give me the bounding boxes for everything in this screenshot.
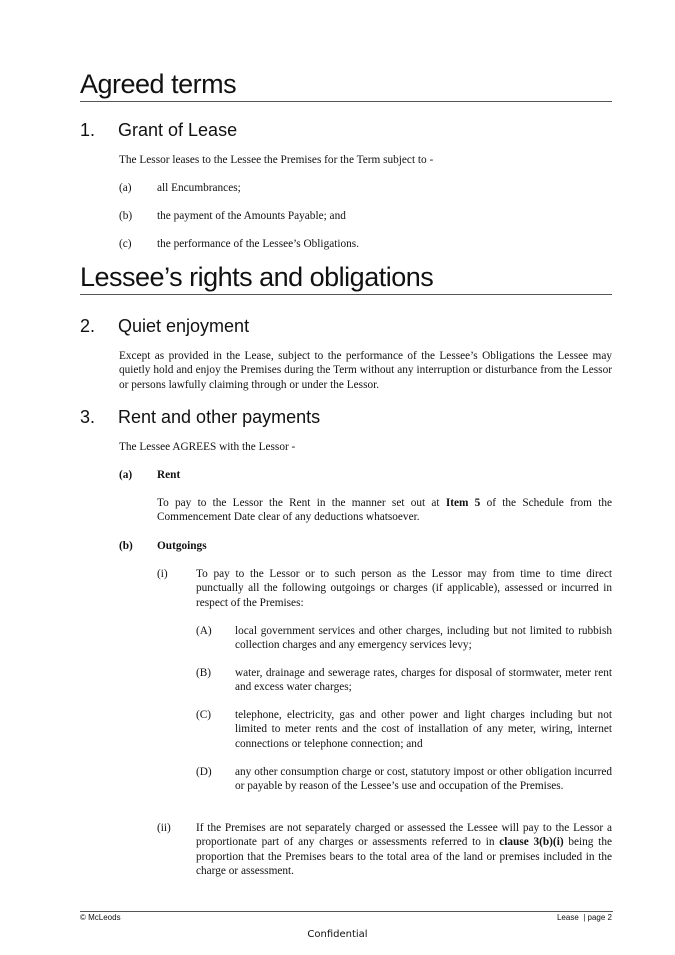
- clause-1b-label: (b): [119, 210, 133, 222]
- clause-3bii-text-before: If the Premises are not separately charged or assessed the Lessee will pay to the Lessor a proportionate part of any charges or assessments referred to in: [196, 822, 612, 849]
- clause-1-title: Grant of Lease: [118, 120, 238, 140]
- clause-2-title: Quiet enjoyment: [118, 316, 250, 336]
- clause-3b-label: (b): [119, 540, 133, 552]
- clause-3bi-text: To pay to the Lessor or to such person as the Lessor may from time to time direct punctually all the following outgoings or charges (if applicable), assessed or incurred in respect of the Premises:: [196, 568, 612, 609]
- clause-3a-label: (a): [119, 469, 133, 481]
- clause-1a-label: (a): [119, 182, 132, 194]
- section-heading-lessee-rights: Lessee’s rights and obligations: [80, 261, 612, 295]
- clause-3bii-text-bold: clause 3(b)(i): [499, 836, 564, 849]
- clause-3bi-C-text: telephone, electricity, gas and other power and light charges including but not limited to meter rents and the cost of installation of any meter, wiring, internet connections or telephone connection; and: [235, 709, 612, 750]
- clause-3bi-B-label: (B): [196, 667, 212, 679]
- clause-3b-heading: Outgoings: [157, 540, 207, 552]
- clause-3-intro: The Lessee AGREES with the Lessor -: [119, 441, 296, 453]
- clause-1-number: 1.: [80, 120, 96, 140]
- clause-1a-text: all Encumbrances;: [157, 182, 241, 194]
- clause-3bii-text-after: being the proportion that the Premises bears to the total area of the land or premises included in the charge or assessment.: [196, 836, 612, 877]
- clause-3bi-label: (i): [157, 568, 168, 580]
- clause-3bii-text: [196, 821, 612, 878]
- clause-1-intro: The Lessor leases to the Lessee the Premises for the Term subject to -: [119, 154, 434, 166]
- clause-1c-label: (c): [119, 238, 132, 250]
- clause-3a-heading: Rent: [157, 469, 181, 481]
- clause-3a-text-before: To pay to the Lessor the Rent in the manner set out at: [157, 497, 446, 509]
- clause-3a-text: [157, 496, 612, 525]
- clause-2-body: Except as provided in the Lease, subject to the performance of the Lessee’s Obligations the Lessee may quietly hold and enjoy the Premises during the Term without any interruption or disturbance from the Lessor or persons lawfully claiming through or under the Lessor.: [119, 350, 612, 391]
- clause-3-title: Rent and other payments: [118, 407, 321, 427]
- clause-3bi-D-text: any other consumption charge or cost, statutory impost or other obligation incurred or payable by reason of the Lessee’s use and occupation of the Premises.: [235, 766, 612, 793]
- clause-3bi-D-label: (D): [196, 766, 212, 778]
- clause-3a-text-bold: Item 5: [445, 497, 481, 509]
- confidential-label: Confidential: [307, 929, 368, 940]
- clause-3bi-C-label: (C): [196, 709, 212, 721]
- clause-3bi-B-text: water, drainage and sewerage rates, charges for disposal of stormwater, meter rent and excess water charges;: [235, 667, 612, 694]
- clause-3bi-A-label: (A): [196, 625, 212, 637]
- clause-3bi-A-text: local government services and other charges, including but not limited to rubbish collection charges and any emergency services levy;: [235, 625, 612, 652]
- clause-1c-text: the performance of the Lessee’s Obligations.: [157, 238, 360, 250]
- clause-3-number: 3.: [80, 407, 96, 427]
- clause-1b-text: the payment of the Amounts Payable; and: [157, 210, 346, 222]
- section-heading-agreed-terms: Agreed terms: [80, 68, 612, 102]
- clause-3a-text-after: of the Schedule from the Commencement Date clear of any deductions whatsoever.: [157, 497, 613, 524]
- clause-2-number: 2.: [80, 316, 96, 336]
- footer-copyright: © McLeods: [80, 913, 121, 922]
- footer-page-number: Lease | page 2: [556, 913, 612, 922]
- clause-3bii-label: (ii): [157, 822, 171, 834]
- footer-divider: [80, 911, 613, 912]
